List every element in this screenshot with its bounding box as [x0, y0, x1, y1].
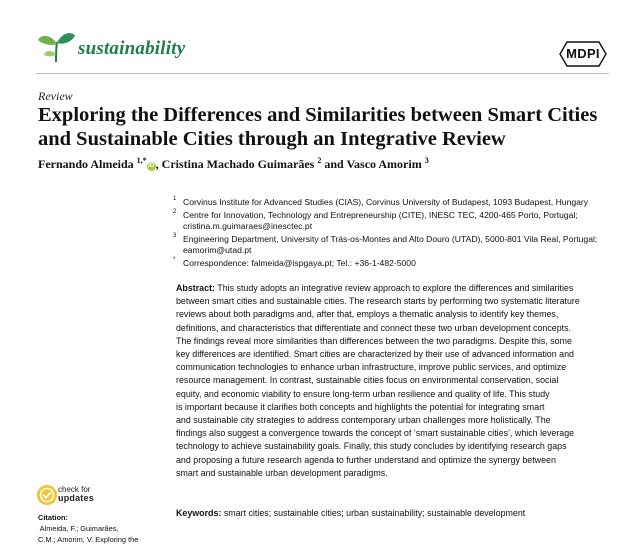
- abstract-line: smart and sustainable urban development paradigms.: [176, 467, 388, 478]
- affiliation-email[interactable]: eamorim@utad.pt: [183, 245, 252, 255]
- abstract-line: and proposing a future research agenda to further understand and optimize the synergy between: [176, 454, 556, 465]
- affiliation-item: [173, 209, 578, 232]
- citation-text: Almeida, F.; Guimarães,: [38, 524, 119, 533]
- abstract-line: resource management. In contrast, sustainable cities focus on environmental conservation, social: [176, 375, 559, 386]
- correspondence-item: [173, 257, 416, 269]
- abstract-label: Abstract:: [176, 283, 215, 293]
- author-affiliation-mark: 1,*: [136, 156, 147, 165]
- updates-line-1: check for: [58, 485, 91, 494]
- affiliation-item: [173, 196, 589, 208]
- mdpi-logo-icon: [558, 40, 608, 68]
- journal-name: sustainability: [78, 38, 186, 59]
- abstract-line: definitions, and characteristics that differentiate and connect these two urban development concepts.: [176, 322, 572, 333]
- abstract-line: key differences are identified. Smart cities are characterized by their use of advanced information and: [176, 349, 574, 360]
- keywords: [176, 508, 525, 518]
- abstract-line: communication technologies to enhance urban infrastructure, improve public services, and optimize: [176, 362, 567, 373]
- citation-block: [38, 512, 170, 545]
- abstract-line: [176, 282, 612, 295]
- abstract-line: The findings reveal more similarities than differences between the two paradigms. Despite this, some: [176, 335, 572, 346]
- title-line: Exploring the Differences and Similarities between Smart Cities: [38, 104, 598, 126]
- check-for-updates-icon[interactable]: [36, 484, 58, 506]
- article-type: Review: [38, 89, 73, 103]
- affiliation-mark: *: [173, 257, 176, 263]
- abstract-line: is important because it clarifies both concepts and highlights the potential for integrating smart: [176, 401, 545, 412]
- abstract: [176, 282, 612, 480]
- orcid-icon[interactable]: iD: [148, 163, 155, 169]
- abstract-line: between smart cities and sustainable cities. The research starts by performing two systematic literature: [176, 296, 580, 307]
- author-affiliation-mark: 2: [317, 156, 322, 165]
- updates-line-2: updates: [58, 493, 94, 503]
- abstract-line: findings also suggest a convergence towards the concept of ‘smart sustainable cities’, which leverage: [176, 428, 575, 439]
- sprout-icon: [36, 30, 76, 64]
- abstract-text: This study adopts an integrative review approach to explore the differences and similarities: [214, 283, 574, 293]
- header-divider: [36, 73, 609, 74]
- check-for-updates-link[interactable]: [58, 485, 94, 503]
- author-name[interactable]: Cristina Machado Guimarães: [161, 157, 315, 171]
- affiliation-mark: 3: [173, 233, 177, 239]
- affiliation-mark: 2: [173, 209, 177, 215]
- correspondence-text: Correspondence: falmeida@ispgaya.pt; Tel.: +36-1-482-5000: [183, 258, 416, 268]
- author-name[interactable]: Vasco Amorim: [346, 157, 422, 171]
- publisher-name: MDPI: [566, 46, 600, 61]
- abstract-line: technology to achieve sustainability goals. Finally, this study concludes by identifying research gaps: [176, 441, 567, 452]
- keywords-label: Keywords:: [176, 508, 222, 518]
- citation-label: Citation:: [38, 513, 68, 522]
- article-title: [38, 103, 613, 151]
- author-list: [38, 157, 429, 172]
- title-line: and Sustainable Cities through an Integrative Review: [38, 128, 506, 150]
- citation-line: C.M.; Amorim, V. Exploring the: [38, 535, 139, 544]
- author-separator: ,: [155, 157, 162, 171]
- affiliation-mark: 1: [173, 196, 177, 202]
- author-separator: and: [321, 157, 347, 171]
- affiliation-text: Centre for Innovation, Technology and Entrepreneurship (CITE), INESC TEC, 4200-465 Porto, Portugal;: [183, 210, 578, 220]
- author-affiliation-mark: 3: [424, 156, 429, 165]
- keywords-text: smart cities; sustainable cities; urban sustainability; sustainable development: [221, 508, 526, 518]
- affiliation-item: [173, 233, 598, 256]
- abstract-line: and sustainable city strategies to address contemporary urban challenges more holistically. The: [176, 415, 551, 426]
- abstract-line: equity, and economic viability to ensure long-term urban resilience and quality of life. This study: [176, 388, 550, 399]
- citation-line: [38, 512, 170, 534]
- affiliation-text: Engineering Department, University of Trás-os-Montes and Alto Douro (UTAD), 5000-801 Vila Real, Portugal;: [183, 234, 598, 244]
- affiliation-email[interactable]: cristina.m.guimaraes@inesctec.pt: [183, 221, 313, 231]
- author-name[interactable]: Fernando Almeida: [38, 157, 134, 171]
- affiliation-text: Corvinus Institute for Advanced Studies (CIAS), Corvinus University of Budapest, 1093 Budapest, Hungary: [183, 197, 589, 207]
- abstract-line: reviews about both paradigms and, after that, employs a thematic analysis to identify key themes,: [176, 309, 559, 320]
